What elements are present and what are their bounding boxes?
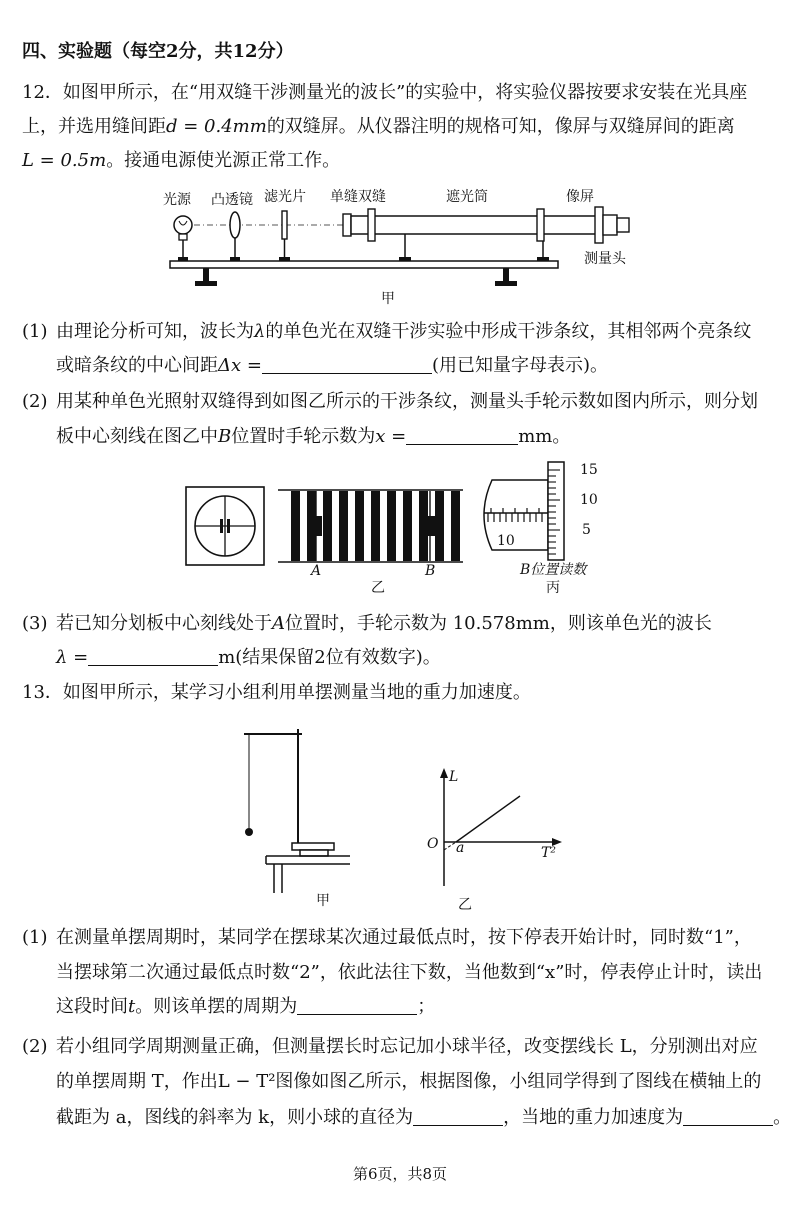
q12-intro-line1 bbox=[22, 81, 747, 105]
q13-part2-number: (2) bbox=[22, 1036, 48, 1057]
label-slits: 单缝双缝 bbox=[330, 189, 386, 205]
q12-part3-tail: m(结果保留2位有效数字)。 bbox=[218, 647, 441, 668]
pendulum-figure bbox=[240, 725, 350, 895]
q12-intro-text2a: 上，并选用缝间距 bbox=[22, 116, 166, 137]
q12-part1-lambda: λ bbox=[254, 321, 266, 342]
q13-part1-text1: 在测量单摆周期时，某同学在摆球某次通过最低点时，按下停表开始计时，同时数“1”， bbox=[56, 927, 752, 948]
q12-part1-text-c: 或暗条纹的中心间距 bbox=[56, 355, 218, 376]
l-t2-graph bbox=[420, 766, 570, 888]
answer-blank-wavelength[interactable] bbox=[88, 647, 218, 666]
micrometer-main-scale-10: 10 bbox=[497, 533, 515, 549]
answer-blank-diameter[interactable] bbox=[413, 1107, 503, 1126]
q13-part1-line2: 当摆球第二次通过最低点时数“2”，依此法往下数，当他数到“x”时，停表停止计时，读出 bbox=[56, 962, 763, 983]
graph-origin: O bbox=[427, 836, 439, 852]
graph-y-label: L bbox=[449, 769, 459, 785]
q12-intro-line3 bbox=[22, 149, 340, 173]
q12-part3-text-a: 若已知分划板中心刻线处于 bbox=[56, 613, 272, 634]
q12-part3-line2 bbox=[56, 646, 441, 670]
micrometer-tick-10: 10 bbox=[580, 492, 598, 508]
q13-part1-t: t bbox=[128, 996, 136, 1017]
q12-intro-line2 bbox=[22, 115, 735, 139]
graph-intercept-a: a bbox=[456, 840, 465, 856]
q12-part2-number: (2) bbox=[22, 391, 48, 412]
q12-part3-A: A bbox=[272, 613, 285, 634]
q13-part2-end: 。 bbox=[773, 1107, 792, 1128]
q12-part1-number: (1) bbox=[22, 321, 48, 342]
q13-part1-end: ； bbox=[417, 996, 436, 1017]
q12-part2-B: B bbox=[218, 426, 232, 447]
fig-caption-yi: 乙 bbox=[371, 580, 385, 596]
fig-caption-jia: 甲 bbox=[381, 291, 395, 307]
micrometer-tick-5: 5 bbox=[582, 522, 591, 538]
q12-slit-spacing: d = 0.4mm bbox=[166, 116, 267, 137]
q12-number: 12． bbox=[22, 82, 63, 103]
q12-part2-line2 bbox=[56, 425, 570, 449]
label-measuring-head: 测量头 bbox=[584, 251, 626, 267]
q12-part2-line1 bbox=[22, 390, 758, 414]
q13-number: 13． bbox=[22, 682, 63, 703]
label-convex-lens: 凸透镜 bbox=[211, 192, 253, 208]
q12-part2-text-b: 位置时手轮示数为 bbox=[231, 426, 376, 447]
label-tube: 遮光筒 bbox=[446, 189, 488, 205]
fringe-figure bbox=[185, 486, 465, 566]
fig-caption-bing: 丙 bbox=[546, 580, 560, 596]
label-light-source: 光源 bbox=[163, 192, 191, 208]
q12-part2-text-a: 板中心刻线在图乙中 bbox=[56, 426, 218, 447]
fringe-label-A: A bbox=[311, 563, 322, 579]
q13-intro-text: 如图甲所示，某学习小组利用单摆测量当地的重力加速度。 bbox=[62, 682, 531, 703]
q12-part2-x: x = bbox=[375, 426, 407, 447]
q12-part3-number: (3) bbox=[22, 613, 48, 634]
q12-part1-dx: Δx = bbox=[218, 355, 262, 376]
answer-blank-dx[interactable] bbox=[262, 355, 432, 374]
answer-blank-period[interactable] bbox=[297, 996, 417, 1015]
q13-part2-text3b: ，当地的重力加速度为 bbox=[503, 1107, 684, 1128]
q12-screen-distance: L = 0.5m bbox=[22, 150, 107, 171]
fringe-label-B: B bbox=[425, 563, 436, 579]
q12-intro-text3b: 。接通电源使光源正常工作。 bbox=[106, 150, 341, 171]
label-screen: 像屏 bbox=[566, 189, 594, 205]
q13-fig-caption-jia: 甲 bbox=[316, 893, 330, 909]
q13-part2-line1 bbox=[22, 1035, 758, 1059]
q13-part2-line3 bbox=[56, 1106, 791, 1130]
q12-part1-text-b: 的单色光在双缝干涉实验中形成干涉条纹，其相邻两个亮条纹 bbox=[265, 321, 752, 342]
q13-part1-text3a: 这段时间 bbox=[56, 996, 128, 1017]
section-title: 四、实验题（每空2分，共12分） bbox=[22, 41, 294, 62]
label-filter: 滤光片 bbox=[264, 189, 306, 205]
q13-intro bbox=[22, 681, 531, 705]
answer-blank-gravity[interactable] bbox=[683, 1107, 773, 1126]
q13-part2-text1: 若小组同学周期测量正确，但测量摆长时忘记加小球半径，改变摆线长 L，分别测出对应 bbox=[56, 1036, 758, 1057]
q12-part3-text-b: 位置时，手轮示数为 10.578mm，则该单色光的波长 bbox=[285, 613, 712, 634]
q12-part2-unit: mm。 bbox=[518, 426, 571, 447]
micrometer-tick-15: 15 bbox=[580, 462, 598, 478]
micrometer-caption: B位置读数 bbox=[520, 562, 587, 578]
q13-part1-line3 bbox=[56, 995, 435, 1019]
q12-part3-lambda: λ = bbox=[56, 647, 89, 668]
q13-part1-text3b: 。则该单摆的周期为 bbox=[135, 996, 298, 1017]
graph-x-label: T² bbox=[541, 845, 556, 861]
answer-blank-reading[interactable] bbox=[406, 426, 518, 445]
q12-part1-line2 bbox=[56, 354, 608, 378]
q12-part1-text-a: 由理论分析可知，波长为 bbox=[56, 321, 254, 342]
q12-intro-text1: 如图甲所示，在“用双缝干涉测量光的波长”的实验中，将实验仪器按要求安装在光具座 bbox=[62, 82, 748, 103]
q12-part1-line1 bbox=[22, 320, 752, 344]
q12-part1-text-d: (用已知量字母表示)。 bbox=[431, 355, 609, 376]
q13-part1-number: (1) bbox=[22, 927, 48, 948]
q12-part2-text: 用某种单色光照射双缝得到如图乙所示的干涉条纹，测量头手轮示数如图内所示，则分划 bbox=[56, 391, 758, 412]
q12-part3-line1 bbox=[22, 612, 712, 636]
page-footer: 第6页，共8页 bbox=[352, 1165, 448, 1183]
q13-fig-caption-yi: 乙 bbox=[458, 897, 472, 913]
q12-intro-text2c: 的双缝屏。从仪器注明的规格可知，像屏与双缝屏间的距离 bbox=[266, 116, 735, 137]
q13-part2-line2: 的单摆周期 T，作出L − T²图像如图乙所示，根据图像，小组同学得到了图线在横轴上的 bbox=[56, 1071, 762, 1092]
q13-part1-line1 bbox=[22, 926, 752, 950]
q13-part2-text3a: 截距为 a，图线的斜率为 k，则小球的直径为 bbox=[56, 1107, 414, 1128]
